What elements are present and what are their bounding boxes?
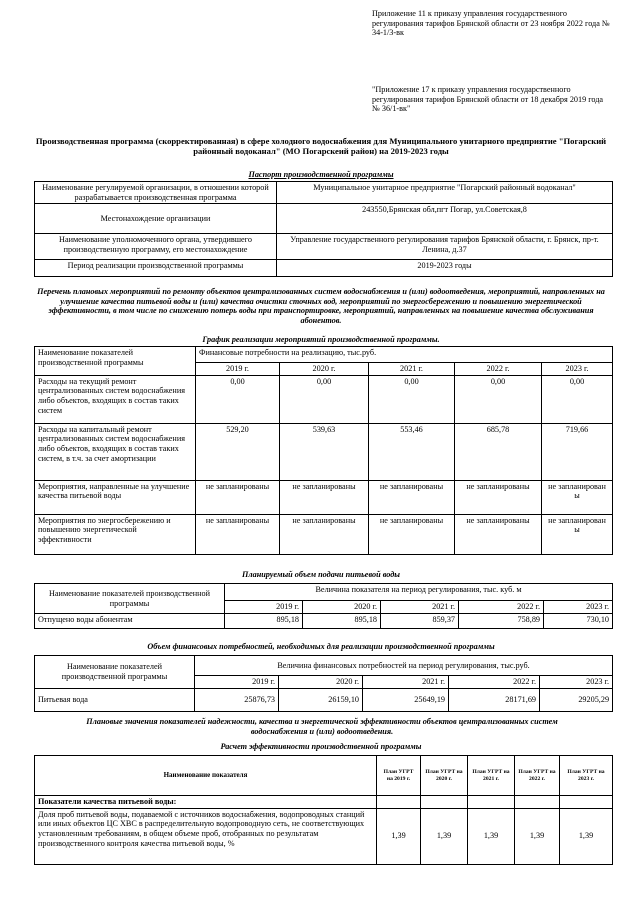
passport-row bbox=[35, 204, 613, 234]
finance-col-label: Наименование показателей производственной программы bbox=[35, 656, 195, 689]
year-header: 2022 г. bbox=[459, 601, 544, 614]
table-cell: 0,00 bbox=[455, 375, 542, 423]
year-header: 2021 г. bbox=[369, 363, 455, 376]
table-cell: 1,39 bbox=[560, 808, 613, 864]
year-header: 2020 г. bbox=[280, 363, 369, 376]
table-cell: 895,18 bbox=[303, 614, 381, 629]
passport-row bbox=[35, 234, 613, 260]
reliability-subheading: Расчет эффективности производственной программы bbox=[220, 742, 422, 751]
plan-col-header: План УГРТ на 2022 г. bbox=[515, 756, 560, 796]
volume-col-label: Наименование показателей производственной программы bbox=[35, 584, 225, 614]
passport-label: Местонахождение организации bbox=[35, 204, 277, 234]
passport-table bbox=[34, 181, 613, 277]
table-row bbox=[35, 614, 613, 629]
reliability-table bbox=[34, 755, 613, 865]
row-label: Доля проб питьевой воды, подаваемой с источников водоснабжения, водопроводных станций или иных объектов ЦС ХВС в распределительную водопроводную сеть, не соответствующих установленным требованиям, в общем объеме проб, отобранных по результатам производственного контроля качества питьевой воды, % bbox=[35, 808, 377, 864]
table-cell: 29205,29 bbox=[540, 689, 613, 712]
table-cell: 0,00 bbox=[196, 375, 280, 423]
table-cell: 28171,69 bbox=[449, 689, 540, 712]
table-cell: 1,39 bbox=[515, 808, 560, 864]
table-row bbox=[35, 808, 613, 864]
measures-table bbox=[34, 346, 613, 555]
table-cell: 0,00 bbox=[369, 375, 455, 423]
passport-label: Наименование уполномоченного органа, утвердившего производственную программу, его местонахождение bbox=[35, 234, 277, 260]
table-cell: не запланированы bbox=[369, 514, 455, 554]
table-cell: 719,66 bbox=[542, 423, 613, 480]
table-cell: не запланированы bbox=[280, 514, 369, 554]
section-label: Показатели качества питьевой воды: bbox=[35, 796, 377, 809]
table-cell: не запланированы bbox=[196, 480, 280, 514]
passport-value: 2019-2023 годы bbox=[277, 260, 613, 277]
table-cell: 26159,10 bbox=[279, 689, 363, 712]
passport-row bbox=[35, 260, 613, 277]
passport-row bbox=[35, 182, 613, 204]
passport-value: Муниципальное унитарное предприятие "Погарский районный водоканал" bbox=[277, 182, 613, 204]
table-row bbox=[35, 480, 613, 514]
measures-col-group: Финансовые потребности на реализацию, тыс.руб. bbox=[196, 347, 613, 363]
reliability-col-label: Наименование показателя bbox=[35, 756, 377, 796]
table-cell: 685,78 bbox=[455, 423, 542, 480]
table-cell: 859,37 bbox=[381, 614, 459, 629]
year-header: 2021 г. bbox=[363, 676, 449, 689]
table-cell: 553,46 bbox=[369, 423, 455, 480]
row-label: Расходы на капитальный ремонт централизованных систем водоснабжения либо объектов, входящих в состав таких систем, в т.ч. за счет амортизации bbox=[35, 423, 196, 480]
table-cell: не запланированы bbox=[280, 480, 369, 514]
year-header: 2021 г. bbox=[381, 601, 459, 614]
year-header: 2023 г. bbox=[540, 676, 613, 689]
passport-value: Управление государственного регулирования тарифов Брянской области, г. Брянск, пр-т. Ленина, д.37 bbox=[277, 234, 613, 260]
passport-label: Период реализации производственной программы bbox=[35, 260, 277, 277]
plan-col-header: План УГРТ на 2021 г. bbox=[468, 756, 515, 796]
passport-value: 243550,Брянская обл,пгт Погар, ул.Советская,8 bbox=[277, 204, 613, 234]
measures-heading: Перечень плановых мероприятий по ремонту объектов централизованных систем водоснабжения и (или) водоотведения, мероприятий, направленных на улучшение качества питьевой воды и (или) качества очистки сточных вод, мероприятий по энергосбережению и повышению энергетической эффективности, в том числе по снижению потерь воды при транспортировке, мероприятий, направленных на повышение качества обслуживания абонентов. bbox=[37, 287, 605, 326]
table-cell: 1,39 bbox=[468, 808, 515, 864]
table-cell: 895,18 bbox=[225, 614, 303, 629]
plan-col-header: План УГРТ на 2020 г. bbox=[421, 756, 468, 796]
table-cell: 0,00 bbox=[542, 375, 613, 423]
finance-heading: Объем финансовых потребностей, необходимых для реализации производственной программы bbox=[147, 642, 495, 651]
document-title: Производственная программа (скорректированная) в сфере холодного водоснабжения для Муниципального унитарного предприятие "Погарский районный водоканал" (МО Погарскеий район) на 2019-2023 годы bbox=[35, 136, 607, 157]
measures-col-label: Наименование показателей производственной программы bbox=[35, 347, 196, 376]
table-cell: 758,89 bbox=[459, 614, 544, 629]
table-cell: 529,20 bbox=[196, 423, 280, 480]
table-cell: не запланирован ы bbox=[542, 514, 613, 554]
table-cell: 25649,19 bbox=[363, 689, 449, 712]
table-cell: не запланированы bbox=[455, 480, 542, 514]
row-label: Мероприятия по энергосбережению и повышению энергетической эффективности bbox=[35, 514, 196, 554]
row-label: Питьевая вода bbox=[35, 689, 195, 712]
volume-heading: Планируемый объем подачи питьевой воды bbox=[242, 570, 400, 579]
reliability-heading: Плановые значения показателей надежности, качества и энергетической эффективности объектов централизованных систем водоснабжения и (или) водоотведения. bbox=[86, 717, 558, 736]
finance-col-group: Величина финансовых потребностей на период регулирования, тыс.руб. bbox=[195, 656, 613, 676]
table-cell: не запланирован ы bbox=[542, 480, 613, 514]
table-row bbox=[35, 375, 613, 423]
plan-col-header: План УГРТ на 2019 г. bbox=[377, 756, 421, 796]
table-cell: не запланированы bbox=[455, 514, 542, 554]
year-header: 2019 г. bbox=[195, 676, 279, 689]
table-row bbox=[35, 514, 613, 554]
volume-col-group: Величина показателя на период регулирования, тыс. куб. м bbox=[225, 584, 613, 601]
year-header: 2019 г. bbox=[196, 363, 280, 376]
plan-col-header: План УГРТ на 2023 г. bbox=[560, 756, 613, 796]
table-cell: 0,00 bbox=[280, 375, 369, 423]
finance-table bbox=[34, 655, 613, 712]
volume-table bbox=[34, 583, 613, 629]
year-header: 2022 г. bbox=[449, 676, 540, 689]
year-header: 2020 г. bbox=[279, 676, 363, 689]
passport-label: Наименование регулируемой организации, в отношении которой разрабатывается производственная программа bbox=[35, 182, 277, 204]
table-cell: 539,63 bbox=[280, 423, 369, 480]
year-header: 2023 г. bbox=[542, 363, 613, 376]
year-header: 2019 г. bbox=[225, 601, 303, 614]
row-label: Расходы на текущий ремонт централизованных систем водоснабжения либо объектов, входящих в состав таких систем bbox=[35, 375, 196, 423]
row-label: Отпущено воды абонентам bbox=[35, 614, 225, 629]
table-cell: 25876,73 bbox=[195, 689, 279, 712]
row-label: Мероприятия, направленные на улучшение качества питьевой воды bbox=[35, 480, 196, 514]
table-cell: не запланированы bbox=[369, 480, 455, 514]
measures-subheading: График реализации мероприятий производственной программы. bbox=[202, 335, 440, 344]
table-cell: 730,10 bbox=[544, 614, 613, 629]
table-cell: 1,39 bbox=[377, 808, 421, 864]
passport-heading: Паспорт производственной программы bbox=[248, 170, 394, 179]
table-row bbox=[35, 689, 613, 712]
appendix-note-2: "Приложение 17 к приказу управления государственного регулирования тарифов Брянской области от 18 декабря 2019 года № 36/1-вк" bbox=[372, 85, 604, 114]
year-header: 2023 г. bbox=[544, 601, 613, 614]
table-cell: не запланированы bbox=[196, 514, 280, 554]
year-header: 2020 г. bbox=[303, 601, 381, 614]
appendix-note-1: Приложение 11 к приказу управления государственного регулирования тарифов Брянской области от 23 ноября 2022 года № 34-1/3-вк bbox=[372, 9, 610, 38]
table-row bbox=[35, 423, 613, 480]
table-cell: 1,39 bbox=[421, 808, 468, 864]
year-header: 2022 г. bbox=[455, 363, 542, 376]
